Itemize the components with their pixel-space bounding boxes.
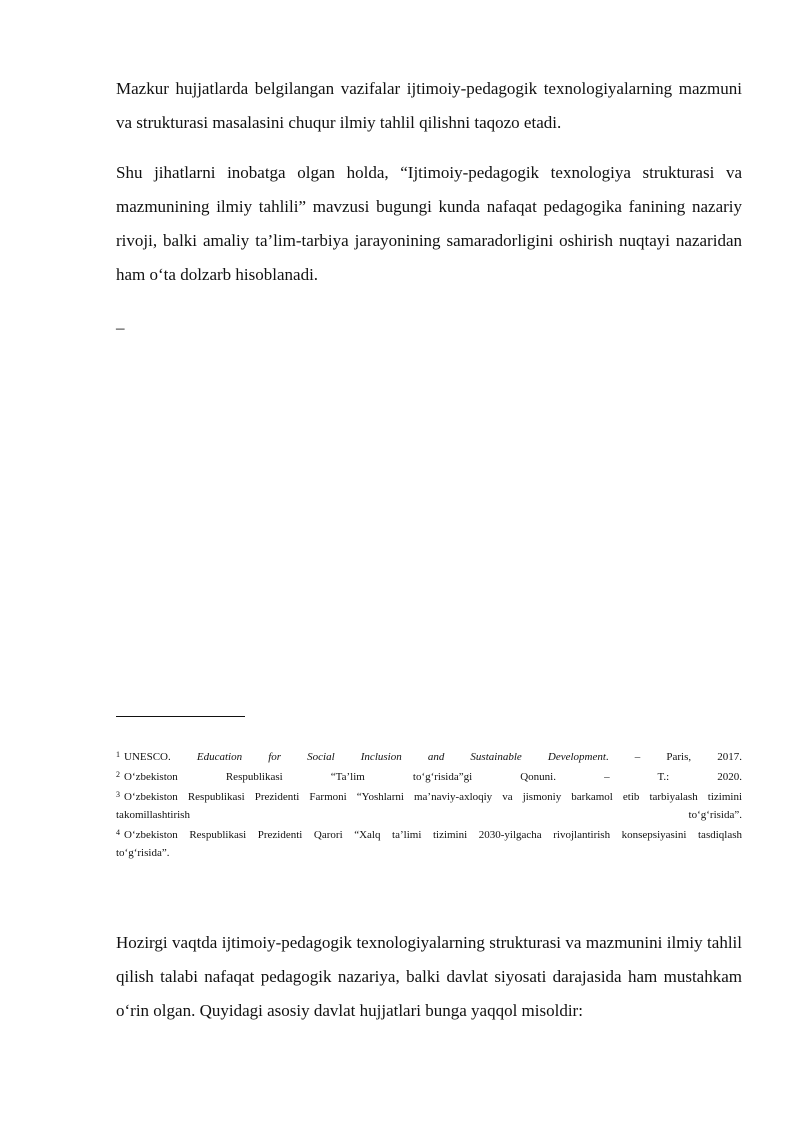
footnote-3 [116, 786, 742, 806]
paragraph-topic-relevance: Shu jihatlarni inobatga olgan holda, “Ijtimoiy-pedagogik texnologiya strukturasi va mazmunining ilmiy tahlili” mavzusi bugungi kunda nafaqat pedagogika fanining nazariy rivoji, balki amaliy ta’lim-tarbiya jarayonining samaradorligini oshirish nuqtayi nazaridan ham o‘ta dolzarb hisoblanadi. [116, 163, 742, 284]
paragraph-state-documents: Hozirgi vaqtda ijtimoiy-pedagogik texnologiyalarning strukturasi va mazmunini ilmiy tahlil qilish talabi nafaqat pedagogik nazariya, balki davlat siyosati darajasida ham mustahkam o‘rin olgan. Quyidagi asosiy davlat hujjatlari bunga yaqqol misoldir: [116, 933, 742, 1020]
footnote-4-continued [116, 844, 742, 862]
footnote-1 [116, 746, 742, 766]
footnote-separator [116, 716, 245, 717]
footnotes [116, 746, 742, 862]
footnote-text: O‘zbekiston Respublikasi Prezidenti Qarori “Xalq ta’limi tizimini 2030-yilgacha rivojlantirish konsepsiyasini tasdiqlash [124, 829, 742, 841]
footnote-text: O‘zbekiston Respublikasi “Ta’lim to‘g‘risida”gi Qonuni. – T.: 2020. [124, 771, 742, 783]
footnote-number: 4 [116, 828, 120, 837]
paragraph-intro: Mazkur hujjatlarda belgilangan vazifalar ijtimoiy-pedagogik texnologiyalarning mazmuni va strukturasi masalasini chuqur ilmiy tahlil qilishni taqozo etadi. [116, 79, 742, 132]
footnote-text: UNESCO. [124, 751, 171, 763]
footnote-text: takomillashtirish to‘g‘risida”. [116, 809, 742, 821]
footnote-4 [116, 824, 742, 844]
footnote-title: Education for Social Inclusion and Sustainable Development [196, 751, 606, 763]
footnote-number: 2 [116, 770, 120, 779]
dash-mark: – [116, 318, 125, 337]
footnote-text: to‘g‘risida”. [116, 847, 170, 859]
footnote-number: 3 [116, 790, 120, 799]
footnote-text: . – Paris, 2017. [605, 751, 743, 763]
footnote-text: O‘zbekiston Respublikasi Prezidenti Farmoni “Yoshlarni ma’naviy-axloqiy va jismoniy barkamol etib tarbiyalash tizimini [124, 791, 742, 803]
footnote-3-continued [116, 806, 742, 824]
footnote-2 [116, 766, 742, 786]
footnote-number: 1 [116, 750, 120, 759]
